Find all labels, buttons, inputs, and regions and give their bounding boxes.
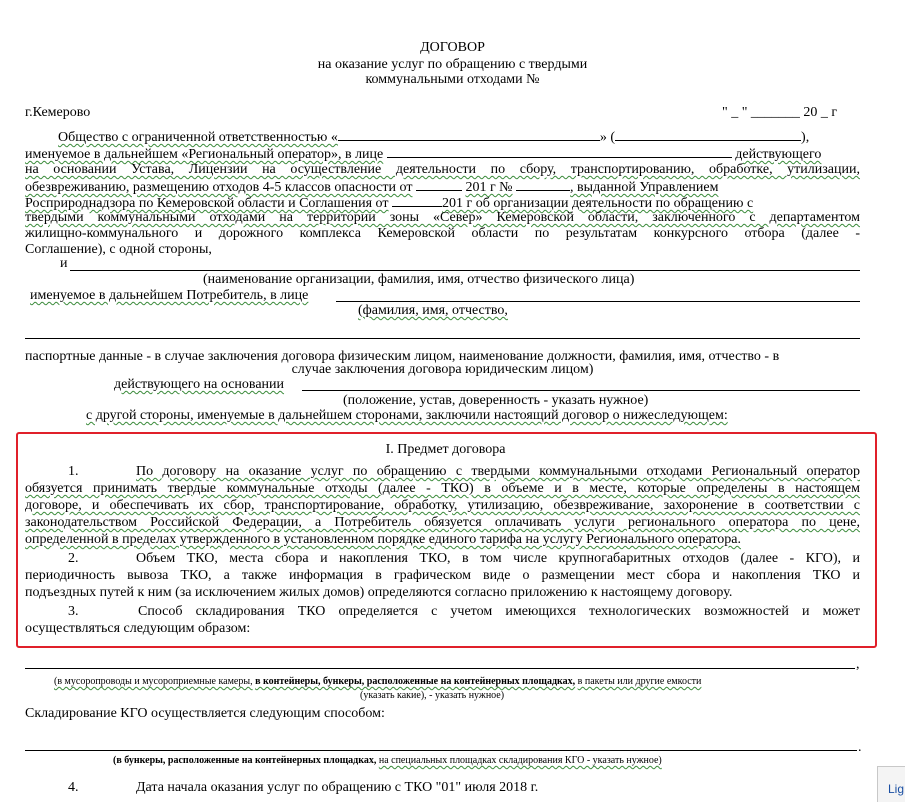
kgo-method-line[interactable] (25, 750, 857, 751)
fio-hint: (фамилия, имя, отчество, (358, 303, 508, 318)
preamble-line5b: 201 г об организации деятельности по обращению с (442, 196, 754, 211)
p2-line3: подъездных путей к ним (за исключением жилых домов) определяются согласно приложению к настоящему договору. (25, 585, 733, 600)
contract-date: " _ " _______ 20 _ г (722, 105, 838, 120)
period: . (858, 740, 862, 755)
preamble-line1c: ), (801, 130, 810, 145)
doc-title: ДОГОВОР (420, 40, 485, 55)
kgo-label: Складирование КГО осуществляется следующим способом: (25, 706, 385, 721)
p1-line2: обязуется принимать твердые коммунальные отходы (далее - ТКО) в объеме и в месте, которые определены в настоящем (25, 481, 860, 496)
preamble-closing: с другой стороны, именуемые в дальнейшем сторонами, заключили настоящий договор о нижеследующем: (86, 408, 728, 423)
storage-method-line[interactable] (25, 668, 855, 669)
doc-subtitle-1: на оказание услуг по обращению с твердыми (317, 57, 588, 72)
p4-number: 4. (68, 780, 79, 795)
preamble-line8: Соглашение), с одной стороны, (25, 242, 212, 257)
acting-label: действующего на основании (114, 377, 285, 392)
license-number-blank[interactable] (516, 178, 570, 191)
p1-line3: договоре, и обеспечивать их сбор, транспортирование, обработку, утилизацию, обезвреживание, захоронение в соответствии с (25, 498, 860, 513)
preamble-line5a: Росприроднадзора по Кемеровской области и Соглашения от (25, 196, 389, 211)
p3-line1: Способ складирования ТКО определяется с учетом имеющихся технологических возможностей и может (138, 604, 860, 619)
org-short-blank[interactable] (615, 128, 801, 141)
preamble-line2a: именуемое в дальнейшем «Региональный оператор», в лице (25, 147, 384, 162)
preamble-line1a: Общество с ограниченной ответственностью « (58, 130, 338, 145)
basis-hint: (положение, устав, доверенность - указать нужное) (343, 393, 649, 408)
p1-number: 1. (68, 464, 79, 479)
p3-line2: осуществляться следующим образом: (25, 621, 251, 636)
city: г.Кемерово (25, 105, 91, 120)
p1-line4: законодательством Российской Федерации, а Потребитель обязуется оплачивать услуги регионального оператора по цене, (25, 515, 860, 530)
p1-line5: определенной в пределах утвержденного в установленном порядке единого тарифа на услугу Регионального оператора. (25, 532, 741, 547)
passport-hint-1: паспортные данные - в случае заключения договора физическим лицом, наименование должности, фамилия, имя, отчество - в (25, 349, 780, 364)
basis-line[interactable] (302, 390, 860, 391)
license-date-blank[interactable] (416, 178, 462, 191)
p2-line2: периодичность вывоза ТКО, а также информация в графическом виде о размещении мест сбора и накопления ТКО и (25, 568, 860, 583)
preamble-line4c: , выданной Управлением (570, 180, 719, 195)
section1-title: I. Предмет договора (385, 442, 506, 457)
agreement-date-blank[interactable] (392, 194, 442, 207)
and-label: и (60, 256, 68, 271)
p1-line1: По договору на оказание услуг по обращению с твердыми коммунальными отходами Региональный оператор (136, 464, 860, 479)
passport-hint-2: случае заключения договора юридическим лицом) (291, 362, 594, 377)
preamble-line4b: 201 г № (465, 180, 513, 195)
p4-text: Дата начала оказания услуг по обращению с ТКО "01" июля 2018 г. (136, 780, 539, 795)
p2-number: 2. (68, 551, 79, 566)
consumer-name-line[interactable] (70, 270, 860, 271)
p3-number: 3. (68, 604, 79, 619)
preamble-line6: твердыми коммунальными отходами на территории зоны «Север» Кемеровской области, заключенного с департаментом (25, 210, 860, 225)
org-name-blank[interactable] (338, 128, 600, 141)
kgo-hint: (в бункеры, расположенные на контейнерных площадках, на специальных площадках складирования КГО - указать нужное) (113, 755, 662, 766)
preamble-line2b: действующего (735, 147, 822, 162)
preamble-line7: жилищно-коммунального и дорожного комплекса Кемеровской области по результатам конкурсного отбора (далее - (25, 226, 860, 241)
side-tab[interactable]: Lig (877, 766, 905, 802)
doc-subtitle-2: коммунальными отходами № (365, 72, 540, 87)
storage-hint-1: (в мусоропроводы и мусороприемные камеры, в контейнеры, бункеры, расположенные на контейнерных площадках, в пакеты или другие емкости (54, 676, 702, 687)
preamble-line4a: обезвреживанию, размещению отходов 4-5 классов опасности от (25, 180, 413, 195)
storage-hint-2: (указать какие), - указать нужное) (360, 690, 505, 701)
consumer-extra-line[interactable] (25, 338, 860, 339)
p2-line1: Объем ТКО, места сбора и накопления ТКО, в том числе крупногабаритных отходов (далее - КГО), и (136, 551, 860, 566)
representative-blank[interactable] (387, 145, 732, 158)
comma: , (856, 657, 860, 672)
org-name-hint: (наименование организации, фамилия, имя, отчество физического лица) (203, 272, 635, 287)
consumer-rep-line[interactable] (336, 301, 860, 302)
consumer-label: именуемое в дальнейшем Потребитель, в лице (30, 288, 309, 303)
preamble-line1b: » ( (599, 130, 616, 145)
preamble-line3: на основании Устава, Лицензии на осуществление деятельности по сбору, транспортированию, обработке, утилизации, (25, 162, 860, 177)
